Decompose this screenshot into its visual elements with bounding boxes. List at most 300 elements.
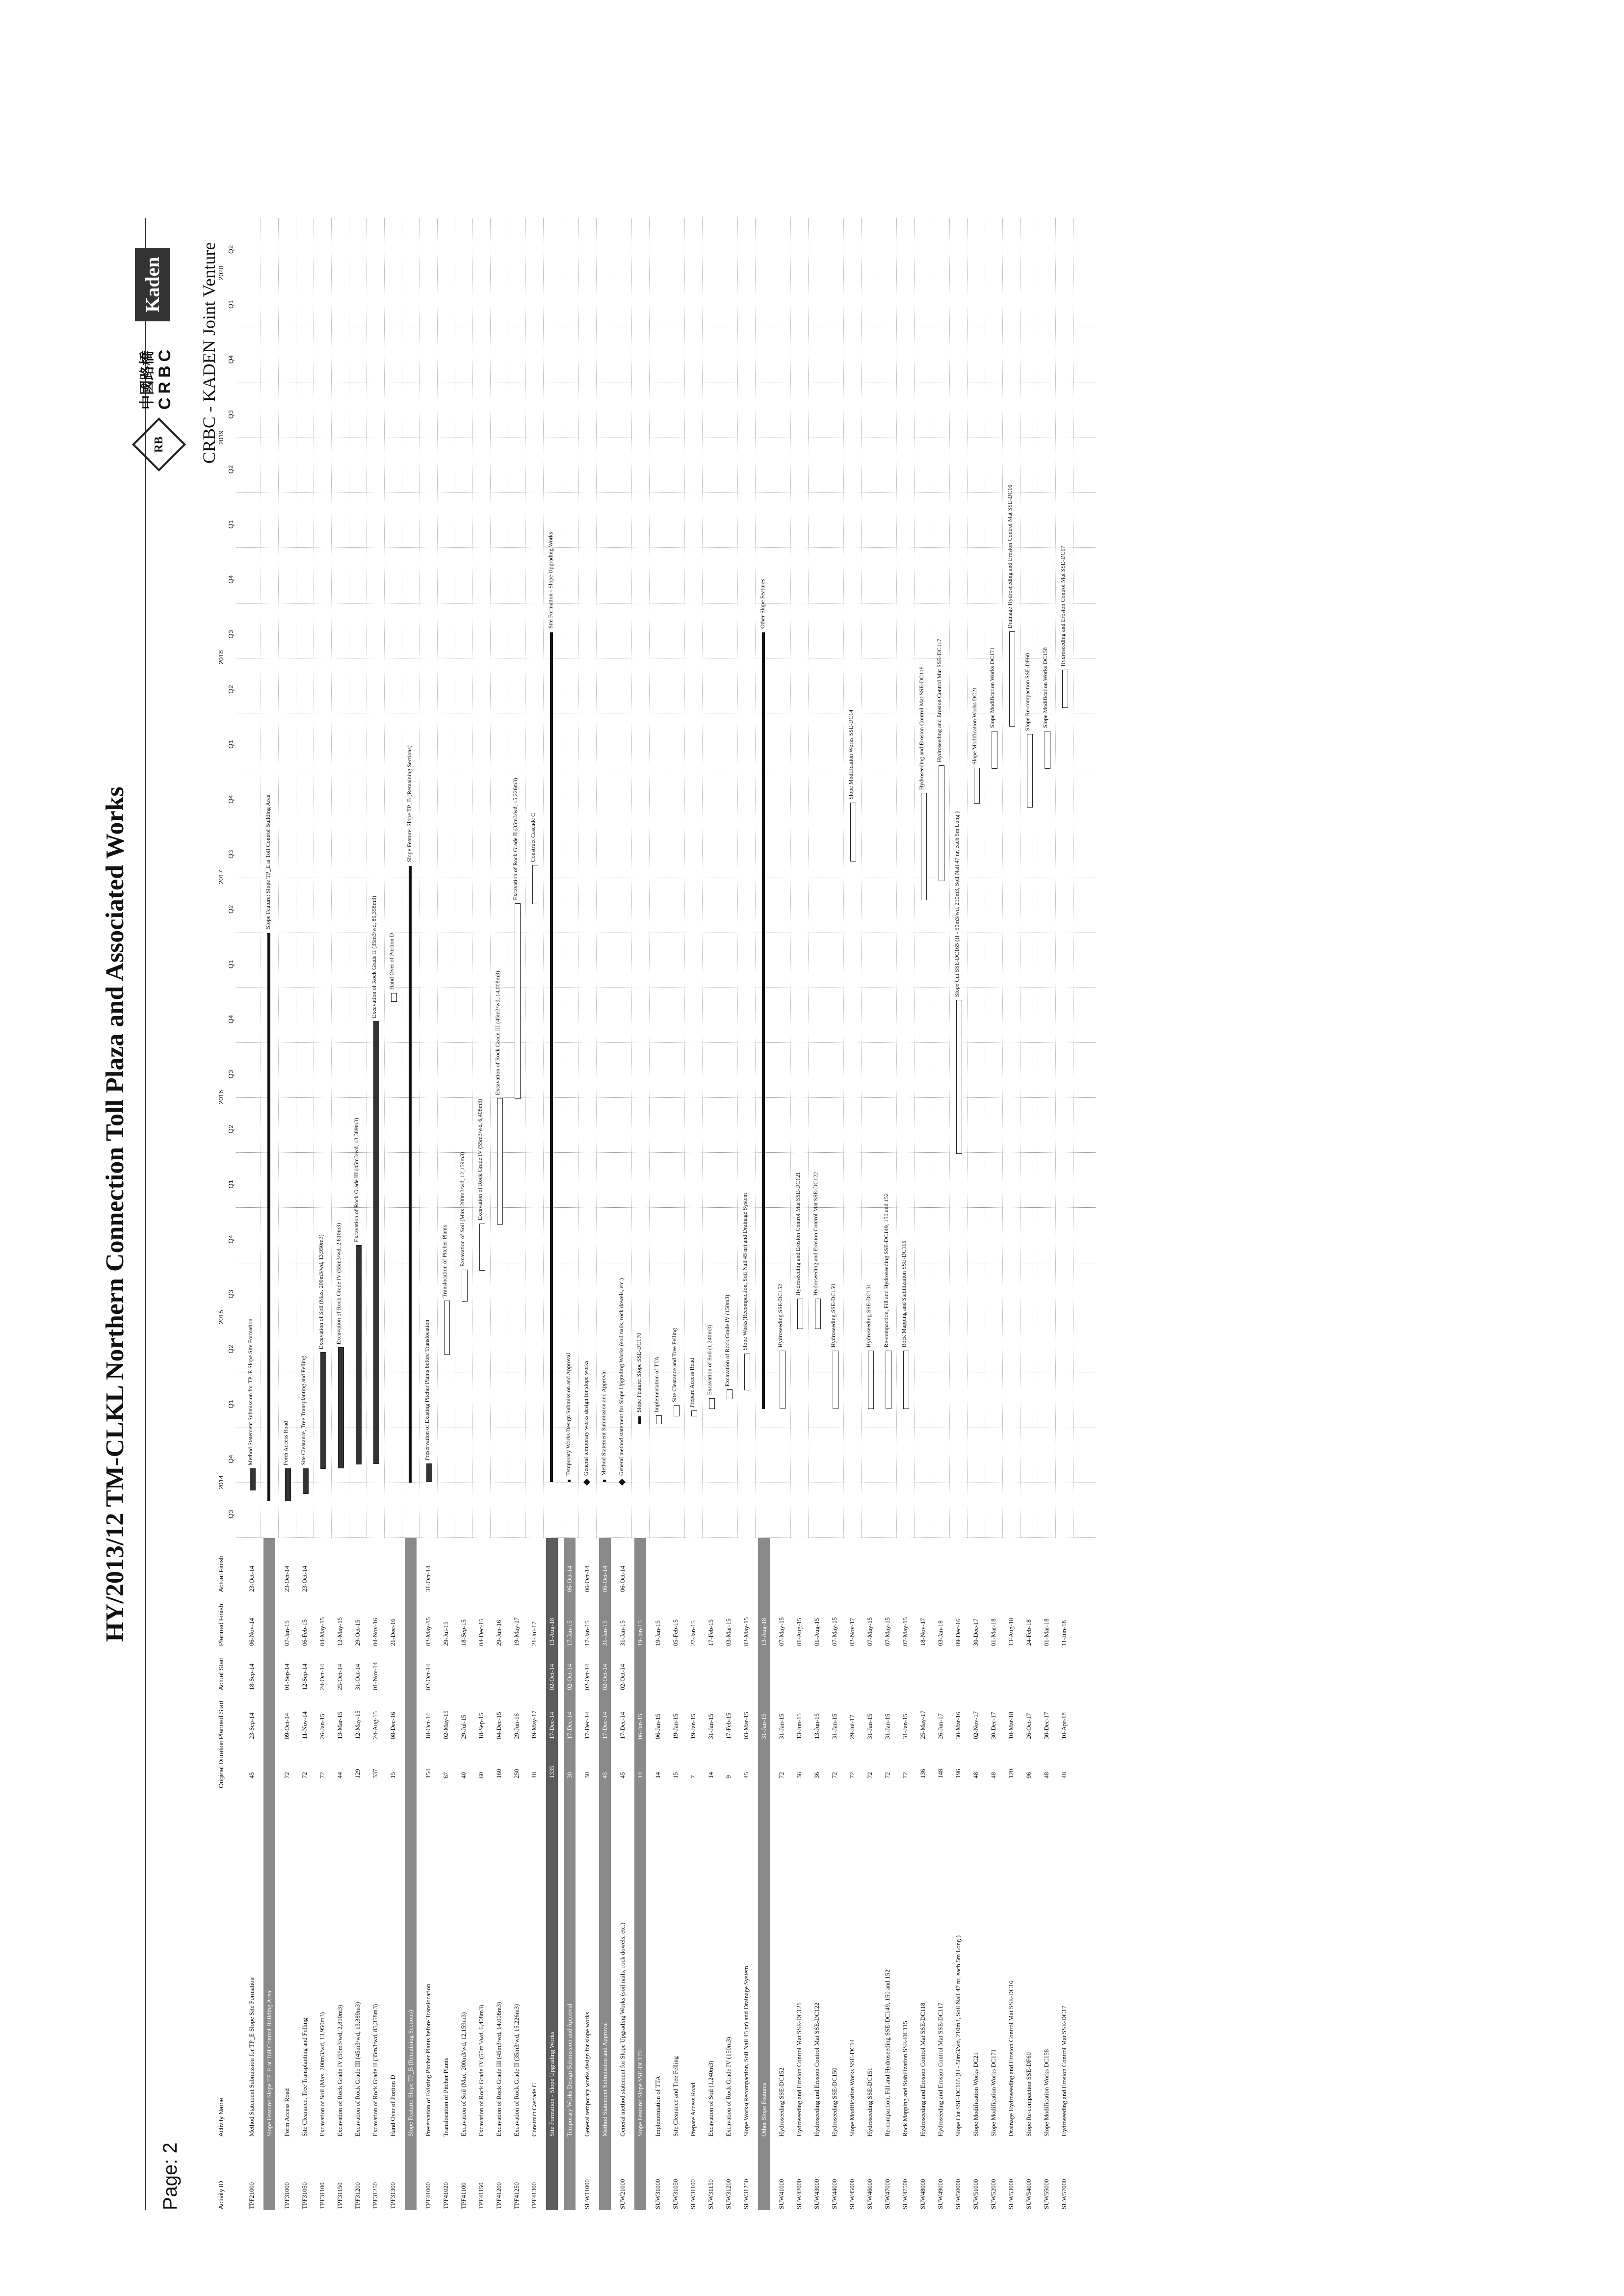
table-cell-dur: 154 [424, 1769, 432, 1778]
table-row [528, 1538, 540, 2210]
gantt-row-line [843, 218, 844, 1538]
timeline-quarter: Q1 [227, 1400, 235, 1409]
table-cell-name: Slope Modification Works DC158 [1043, 2049, 1050, 2137]
timeline-quarter: Q4 [227, 795, 235, 804]
table-cell-ps: 17-Dec-14 [548, 1712, 555, 1739]
table-cell-dur: 45 [619, 1772, 626, 1778]
gantt-bar-label: Hydroseeding and Erosion Control Mat SSE-DC121 [794, 1172, 801, 1296]
table-cell-id: SUW44000 [831, 2179, 838, 2209]
table-cell-pf: 19-Jan-15 [636, 1620, 644, 1646]
table-cell-ps: 10-Mar-18 [1007, 1711, 1015, 1739]
gantt-row-line [949, 218, 950, 1538]
gantt-bar-label: Rock Mapping and Stabilization SSE-DC115 [900, 1241, 907, 1348]
table-cell-pf: 30-Dec-17 [972, 1618, 979, 1646]
table-cell-ps: 02-Nov-17 [972, 1711, 979, 1739]
table-cell-id: SUW46000 [866, 2179, 873, 2209]
gantt-row-line [490, 218, 491, 1538]
col-header-name: Activity Name [217, 2097, 225, 2137]
timeline-quarter: Q2 [227, 905, 235, 914]
gantt-bar-label: Hydroseeding SSE-DC150 [830, 1283, 837, 1348]
table-cell-pf: 21-Jul-17 [530, 1621, 538, 1646]
table-cell-ps: 18-Sep-15 [477, 1712, 485, 1739]
timeline-quarter: Q3 [227, 1290, 235, 1299]
table-cell-pf: 29-Jul-15 [442, 1621, 449, 1646]
table-cell-ps: 19-Jan-15 [672, 1714, 679, 1739]
gantt-bar-label: Method Statement Submission and Approval [600, 1370, 607, 1476]
company-logo [135, 218, 194, 464]
gantt-row-line [896, 218, 897, 1538]
table-cell-id: TPF31250 [371, 2182, 379, 2209]
gantt-row-line [702, 218, 703, 1538]
gantt-bar [356, 1245, 362, 1464]
table-cell-ps: 29-Jun-16 [513, 1713, 520, 1739]
table-row [581, 1538, 593, 2210]
table-cell-pf: 06-Feb-15 [301, 1619, 308, 1646]
timeline-year: 2017 [217, 870, 225, 885]
timeline-quarter: Q2 [227, 245, 235, 254]
gantt-bar [956, 1000, 962, 1154]
gantt-bar [462, 1270, 468, 1302]
table-cell-ps: 04-Dec-15 [495, 1712, 502, 1739]
table-cell-ps: 29-Jul-17 [848, 1715, 856, 1739]
table-cell-dur: 72 [884, 1772, 891, 1778]
table-cell-dur: 67 [442, 1772, 449, 1778]
table-cell-name: Excavation of Rock Grade IV (55m3/wd, 6,408m3) [477, 2005, 485, 2137]
table-cell-as: 02-Oct-14 [583, 1664, 591, 1690]
table-cell-id: SUW42000 [795, 2179, 803, 2209]
gantt-row-line [437, 218, 438, 1538]
table-cell-name: Other Slope Features [760, 2083, 767, 2137]
gantt-milestone [619, 1479, 626, 1486]
schedule-page [86, 218, 1170, 2210]
gantt-bar-label: Excavation of Rock Grade II (35m3/wd, 15,226m3) [512, 778, 519, 900]
gantt-bar-label: Implementation of TTA [653, 1356, 660, 1413]
table-row [564, 1538, 576, 2210]
table-cell-name: Construct Cascade C [530, 2083, 538, 2137]
table-cell-pf: 02-May-15 [424, 1617, 432, 1646]
table-cell-dur: 250 [513, 1769, 520, 1778]
gantt-bar-label: Hydroseeding and Erosion Control Mat SSE-DC118 [918, 666, 925, 790]
gantt-bar [391, 993, 397, 1002]
table-row [793, 1538, 805, 2210]
table-cell-af: 06-Oct-14 [619, 1565, 626, 1592]
gantt-bar [638, 1416, 641, 1424]
logo-crbc-text: CRBC [156, 345, 174, 410]
table-row [334, 1538, 346, 2210]
table-cell-pf: 04-Nov-16 [371, 1618, 379, 1646]
table-row [299, 1538, 311, 2210]
gantt-row-line [861, 218, 862, 1538]
table-row [952, 1538, 964, 2210]
table-row [440, 1538, 452, 2210]
gantt-row-line [649, 218, 650, 1538]
table-cell-name: Hydroseeding SSE-DC151 [866, 2067, 873, 2137]
table-cell-dur: 15 [672, 1772, 679, 1778]
table-cell-name: Hand Over of Portion D [389, 2075, 396, 2137]
table-cell-dur: 136 [919, 1769, 926, 1778]
gantt-bar [409, 866, 412, 1483]
timeline-quarter: Q3 [227, 1070, 235, 1079]
gantt-bar-label: Excavation of Soil (1,240m3) [706, 1325, 713, 1395]
table-cell-ps: 13-Jun-15 [813, 1713, 820, 1739]
table-cell-dur: 45 [742, 1772, 750, 1778]
table-cell-name: Hydroseeding and Erosion Control Mat SSE-DC122 [813, 2002, 820, 2137]
gantt-row-line [331, 218, 332, 1538]
gantt-row-line [578, 218, 579, 1538]
table-cell-id: SUW57000 [1060, 2179, 1068, 2209]
table-cell-id: SUW47500 [901, 2179, 909, 2209]
gantt-bar [515, 903, 521, 1099]
table-cell-as: 31-Oct-14 [354, 1664, 361, 1690]
gantt-bar-label: Slope Feature: Slope TP_E at Toll Control Building Area [264, 794, 271, 929]
table-cell-id: SUW55000 [1043, 2179, 1050, 2209]
gantt-row-line [278, 218, 279, 1538]
table-cell-af: 06-Oct-14 [583, 1565, 591, 1592]
table-cell-ps: 19-Jan-15 [689, 1714, 697, 1739]
col-header-duration: Original Duration [217, 1740, 225, 1788]
table-cell-ps: 06-Jan-15 [636, 1714, 644, 1739]
gantt-bar-label: Excavation of Soil (Max. 200m3/wd, 12,159m3) [459, 1152, 466, 1267]
table-row [263, 1538, 275, 2210]
gantt-bar-label: Other Slope Features [759, 579, 766, 629]
table-cell-id: TPF41100 [460, 2182, 467, 2209]
table-cell-dur: 120 [1007, 1769, 1015, 1778]
table-row [1058, 1538, 1070, 2210]
table-cell-pf: 24-Feb-18 [1025, 1619, 1032, 1646]
table-row [1041, 1538, 1052, 2210]
table-cell-dur: 40 [460, 1772, 467, 1778]
table-cell-name: Translocation of Pitcher Plants [442, 2058, 449, 2137]
table-cell-dur: 196 [954, 1769, 962, 1778]
timeline-quarter: Q1 [227, 520, 235, 529]
table-row [352, 1538, 364, 2210]
table-cell-dur: 44 [336, 1772, 343, 1778]
table-cell-ps: 02-May-15 [442, 1710, 449, 1739]
table-cell-ps: 30-Dec-17 [990, 1712, 997, 1739]
table-cell-name: Form Access Road [283, 2088, 290, 2137]
table-cell-ps: 31-Jan-15 [901, 1714, 909, 1739]
table-cell-name: Hydroseeding and Erosion Control Mat SSE-DC117 [937, 2003, 944, 2137]
gantt-bar [373, 1021, 379, 1464]
table-cell-pf: 05-Feb-15 [672, 1619, 679, 1646]
table-cell-pf: 01-Aug-15 [795, 1618, 803, 1646]
table-cell-ps: 18-Oct-14 [424, 1713, 432, 1739]
gantt-bar-label: Excavation of Rock Grade II (35m3/wd, 85,358m3) [370, 896, 377, 1018]
gantt-bar-label: Slope Works(Recompaction, Soil Nail 45 nr) and Drainage System [741, 1193, 748, 1351]
table-cell-pf: 09-Dec-16 [954, 1618, 962, 1646]
table-cell-name: Slope Modification Works DC21 [972, 2052, 979, 2137]
gantt-bar-label: Hydroseeding SSE-DC152 [777, 1283, 784, 1348]
table-cell-dur: 48 [1060, 1772, 1068, 1778]
timeline-quarter: Q2 [227, 465, 235, 474]
table-cell-id: SUW21000 [619, 2179, 626, 2209]
gantt-bar-label: Excavation of Soil (Max. 200m3/wd, 13,950m3) [317, 1234, 324, 1350]
table-cell-name: Excavation of Rock Grade IV (55m3/wd, 2,810m3) [336, 2005, 343, 2137]
table-cell-as: 25-Oct-14 [336, 1664, 343, 1690]
gantt-bar-label: Excavation of Rock Grade IV (55m3/wd, 6,408m3) [476, 1098, 483, 1221]
gantt-bar [532, 865, 538, 904]
table-cell-id: SUW31050 [672, 2179, 679, 2209]
table-cell-id: SUW31000 [654, 2179, 661, 2209]
gantt-bar-label: Excavation of Rock Grade IV (55m3/wd, 2,810m3) [335, 1223, 342, 1345]
table-row [617, 1538, 629, 2210]
table-row [493, 1538, 505, 2210]
gantt-bar [1062, 670, 1068, 708]
gantt-bar-label: Site Formation - Slope Upgrading Works [547, 532, 554, 629]
table-cell-af: 23-Oct-14 [248, 1565, 255, 1592]
table-row [864, 1538, 876, 2210]
table-row [281, 1538, 293, 2210]
table-cell-as: 18-Sep-14 [248, 1663, 255, 1690]
table-cell-name: Site Formation - Slope Upgrading Works [548, 2032, 555, 2137]
table-cell-dur: 1335 [548, 1766, 555, 1778]
table-cell-ps: 17-Dec-14 [566, 1712, 573, 1739]
timeline-quarter: Q4 [227, 575, 235, 584]
table-cell-dur: 129 [354, 1769, 361, 1778]
gantt-row-line [1073, 218, 1074, 1538]
table-cell-name: Hydroseeding SSE-DC150 [831, 2067, 838, 2137]
table-cell-name: Drainage Hydroseeding and Erosion Control Mat SSE-DC16 [1007, 1981, 1015, 2137]
table-cell-pf: 07-May-15 [901, 1617, 909, 1646]
gantt-row-line [684, 218, 685, 1538]
table-cell-name: General method statement for Slope Upgrading Works (soil nails, rock dowels, etc.) [619, 1922, 626, 2137]
timeline-quarter: Q2 [227, 1125, 235, 1134]
table-cell-ps: 10-Apr-18 [1060, 1712, 1068, 1739]
table-cell-dur: 14 [707, 1772, 714, 1778]
gantt-row-line [1002, 218, 1003, 1538]
table-cell-pf: 17-Jan-15 [566, 1620, 573, 1646]
table-cell-name: Rock Mapping and Stabilization SSE-DC115 [901, 2021, 909, 2137]
gantt-bar-label: Prepare Access Road [688, 1358, 695, 1408]
table-cell-id: SUW54000 [1025, 2179, 1032, 2209]
gantt-bar-label: Slope Modification Works SSE-DC14 [847, 709, 854, 800]
table-cell-name: Temporary Works Design Submission and Approval [566, 2003, 573, 2137]
table-cell-name: Site Clearance and Tree Felling [672, 2056, 679, 2137]
table-cell-dur: 72 [901, 1772, 909, 1778]
table-cell-pf: 18-Nov-17 [919, 1618, 926, 1646]
timeline-quarter: Q3 [227, 850, 235, 859]
table-cell-ps: 06-Jan-15 [654, 1714, 661, 1739]
gantt-row-line [1055, 218, 1056, 1538]
table-cell-id: SUW43000 [813, 2179, 820, 2209]
gantt-row-line [525, 218, 526, 1538]
table-cell-ps: 17-Dec-14 [601, 1712, 608, 1739]
table-cell-as: 02-Oct-14 [424, 1664, 432, 1690]
gantt-bar [444, 1301, 450, 1355]
gantt-bar [921, 793, 927, 900]
gantt-row-line [419, 218, 420, 1538]
table-cell-ps: 11-Nov-14 [301, 1711, 308, 1739]
table-cell-ps: 17-Feb-15 [725, 1712, 732, 1739]
timeline-quarter: Q4 [227, 1235, 235, 1244]
table-cell-dur: 45 [248, 1772, 255, 1778]
table-cell-name: Excavation of Soil (1,240m3) [707, 2061, 714, 2137]
table-cell-id: SUW31150 [707, 2179, 714, 2209]
table-cell-id: SUW45000 [848, 2179, 856, 2209]
table-cell-dur: 72 [318, 1772, 326, 1778]
gantt-bar [497, 1098, 503, 1224]
table-cell-pf: 04-Dec-15 [477, 1618, 485, 1646]
table-cell-name: Slope Modification Works DC171 [990, 2049, 997, 2137]
table-cell-ps: 31-Jan-15 [866, 1714, 873, 1739]
table-cell-dur: 72 [283, 1772, 290, 1778]
table-cell-dur: 72 [866, 1772, 873, 1778]
table-cell-name: Excavation of Rock Grade III (45m3/wd, 14,008m3) [495, 2002, 502, 2137]
table-row [369, 1538, 381, 2210]
table-row [740, 1538, 752, 2210]
gantt-bar-label: Construct Cascade C [529, 812, 536, 862]
gantt-bar-label: Excavation of Rock Grade III (45m3/wd, 13,389m3) [353, 1118, 360, 1242]
table-cell-ps: 03-Mar-15 [742, 1711, 750, 1739]
table-cell-ps: 17-Dec-14 [619, 1712, 626, 1739]
table-cell-ps: 31-Jan-15 [884, 1714, 891, 1739]
timeline-quarter: Q3 [227, 410, 235, 419]
gantt-bar [320, 1352, 326, 1469]
gantt-row-line [543, 218, 544, 1538]
table-cell-pf: 31-Jan-15 [601, 1620, 608, 1646]
table-cell-id: TPF31050 [301, 2182, 308, 2209]
table-cell-ps: 24-Aug-15 [371, 1711, 379, 1739]
gantt-bar-label: Excavation of Rock Grade IV (150m3) [724, 1294, 731, 1387]
gantt-row-line [1020, 218, 1021, 1538]
table-row [422, 1538, 434, 2210]
table-cell-dur: 48 [972, 1772, 979, 1778]
table-cell-pf: 03-Mar-15 [725, 1618, 732, 1646]
table-cell-pf: 18-Sep-15 [460, 1619, 467, 1646]
gantt-bar [868, 1351, 874, 1409]
table-cell-name: Slope Feature: Slope SSE-DC170 [636, 2050, 644, 2137]
table-cell-as: 12-Sep-14 [301, 1663, 308, 1690]
table-row [387, 1538, 399, 2210]
timeline-year: 2019 [217, 430, 225, 445]
rb-logo-icon: RB [132, 417, 186, 471]
table-cell-ps: 17-Dec-14 [583, 1712, 591, 1739]
gantt-bar-label: Site Clearance, Tree Transplanting and Felling [300, 1356, 307, 1466]
table-cell-pf: 31-Jan-15 [619, 1620, 626, 1646]
table-cell-pf: 01-Mar-18 [990, 1618, 997, 1646]
gantt-bar [744, 1354, 750, 1391]
table-cell-ps: 26-Jun-17 [937, 1713, 944, 1739]
table-cell-dur: 148 [937, 1769, 944, 1778]
gantt-bar [939, 765, 944, 881]
table-cell-name: Excavation of Rock Grade III (45m3/wd, 13,389m3) [354, 2002, 361, 2137]
table-cell-af: 06-Oct-14 [566, 1565, 573, 1592]
table-cell-pf: 07-May-15 [884, 1617, 891, 1646]
table-cell-dur: 9 [725, 1775, 732, 1778]
table-cell-as: 02-Oct-14 [619, 1664, 626, 1690]
table-cell-dur: 36 [813, 1772, 820, 1778]
table-cell-id: SUW31200 [725, 2179, 732, 2209]
table-cell-dur: 7 [689, 1775, 697, 1778]
table-row [705, 1538, 717, 2210]
table-cell-pf: 13-Aug-18 [760, 1618, 767, 1646]
gantt-row-line [631, 218, 632, 1538]
gantt-bar [886, 1351, 891, 1409]
col-header-planned-start: Planned Start [217, 1700, 225, 1739]
table-row [246, 1538, 258, 2210]
table-cell-id: TPF21000 [248, 2182, 255, 2209]
timeline-quarter: Q1 [227, 300, 235, 309]
table-cell-pf: 01-Mar-18 [1043, 1618, 1050, 1646]
page-number: Page: 2 [159, 2142, 181, 2210]
table-cell-name: Excavation of Rock Grade IV (150m3) [725, 2036, 732, 2137]
table-cell-name: Excavation of Rock Grade II (35m3/wd, 85,358m3) [371, 2004, 379, 2137]
table-cell-id: SUW52000 [990, 2179, 997, 2209]
timeline-quarter: Q4 [227, 1015, 235, 1024]
table-cell-name: Slope Feature: Slope TP_E at Toll Control Building Area [265, 1991, 273, 2137]
table-row [511, 1538, 523, 2210]
table-cell-id: SUW53000 [1007, 2179, 1015, 2209]
table-cell-pf: 13-Aug-18 [548, 1618, 555, 1646]
gantt-bar-label: Slope Modification Works DC158 [1042, 647, 1048, 728]
timeline-quarter: Q2 [227, 685, 235, 694]
table-cell-id: TPF31300 [389, 2182, 396, 2209]
gantt-bar-label: Slope Modification Works DC21 [971, 687, 978, 765]
table-cell-id: SUW49000 [937, 2179, 944, 2209]
gantt-row-line [596, 218, 597, 1538]
gantt-bar-label: Site Clearance and Tree Felling [671, 1328, 678, 1403]
table-cell-dur: 45 [601, 1772, 608, 1778]
table-cell-dur: 15 [389, 1772, 396, 1778]
timeline-quarter: Q2 [227, 1345, 235, 1354]
table-cell-ps: 13-Mar-15 [336, 1711, 343, 1739]
table-cell-dur: 160 [495, 1769, 502, 1778]
gantt-bar-label: Method Statement Submission for TP_E Slope Site Formation [247, 1318, 254, 1466]
table-cell-pf: 17-Feb-15 [707, 1619, 714, 1646]
table-cell-ps: 26-Jan-15 [318, 1714, 326, 1739]
gantt-bar-label: Hydroseeding and Erosion Control Mat SSE-DC17 [1059, 546, 1066, 667]
table-cell-as: 02-Oct-14 [566, 1664, 573, 1690]
gantt-bar-label: Hydroseeding and Erosion Control Mat SSE-DC117 [936, 638, 943, 762]
table-cell-name: Hydroseeding and Erosion Control Mat SSE-DC118 [919, 2003, 926, 2137]
table-row [475, 1538, 487, 2210]
timeline-quarter: Q4 [227, 355, 235, 364]
gantt-bar-label: Slope Cut SSE-DC165 (H - 50m3/wd, 210m3, Soil Nail 47 nr, each 5m Long ) [953, 811, 960, 997]
table-cell-ps: 31-Jan-15 [831, 1714, 838, 1739]
gantt-row-line [808, 218, 809, 1538]
table-cell-ps: 13-Jun-15 [795, 1713, 803, 1739]
col-header-planned-finish: Planned Finish [217, 1604, 225, 1646]
table-cell-name: Method Statement Submission for TP_E Slope Site Formation [248, 1977, 255, 2137]
table-cell-id: SUW51000 [972, 2179, 979, 2209]
table-row [829, 1538, 840, 2210]
timeline-year: 2014 [217, 1475, 225, 1490]
gantt-bar [1045, 731, 1050, 769]
table-row [935, 1538, 946, 2210]
gantt-bar [992, 731, 997, 769]
table-row [316, 1538, 328, 2210]
table-cell-ps: 19-May-17 [530, 1710, 538, 1739]
table-row [652, 1538, 664, 2210]
gantt-bar [780, 1351, 786, 1409]
table-cell-id: SUW47000 [884, 2179, 891, 2209]
timeline-quarter: Q3 [227, 1510, 235, 1518]
gantt-row-line [914, 218, 915, 1538]
table-cell-pf: 11-Jun-18 [1060, 1620, 1068, 1646]
table-row [687, 1538, 699, 2210]
table-cell-pf: 07-May-15 [831, 1617, 838, 1646]
table-cell-id: TPF31150 [336, 2182, 343, 2209]
table-cell-id: SUW31250 [742, 2179, 750, 2209]
table-cell-name: Hydroseeding SSE-DC152 [778, 2067, 785, 2137]
gantt-bar [797, 1299, 803, 1329]
table-cell-as: 24-Oct-14 [318, 1664, 326, 1690]
table-cell-id: TPF41150 [477, 2182, 485, 2209]
table-cell-af: 23-Oct-14 [283, 1565, 290, 1592]
table-cell-pf: 04-May-15 [318, 1617, 326, 1646]
table-cell-as: 02-Oct-14 [601, 1664, 608, 1690]
table-cell-name: Re-compaction, Fill and Hydroseeding SSE-DC149, 150 and 152 [884, 1969, 891, 2137]
